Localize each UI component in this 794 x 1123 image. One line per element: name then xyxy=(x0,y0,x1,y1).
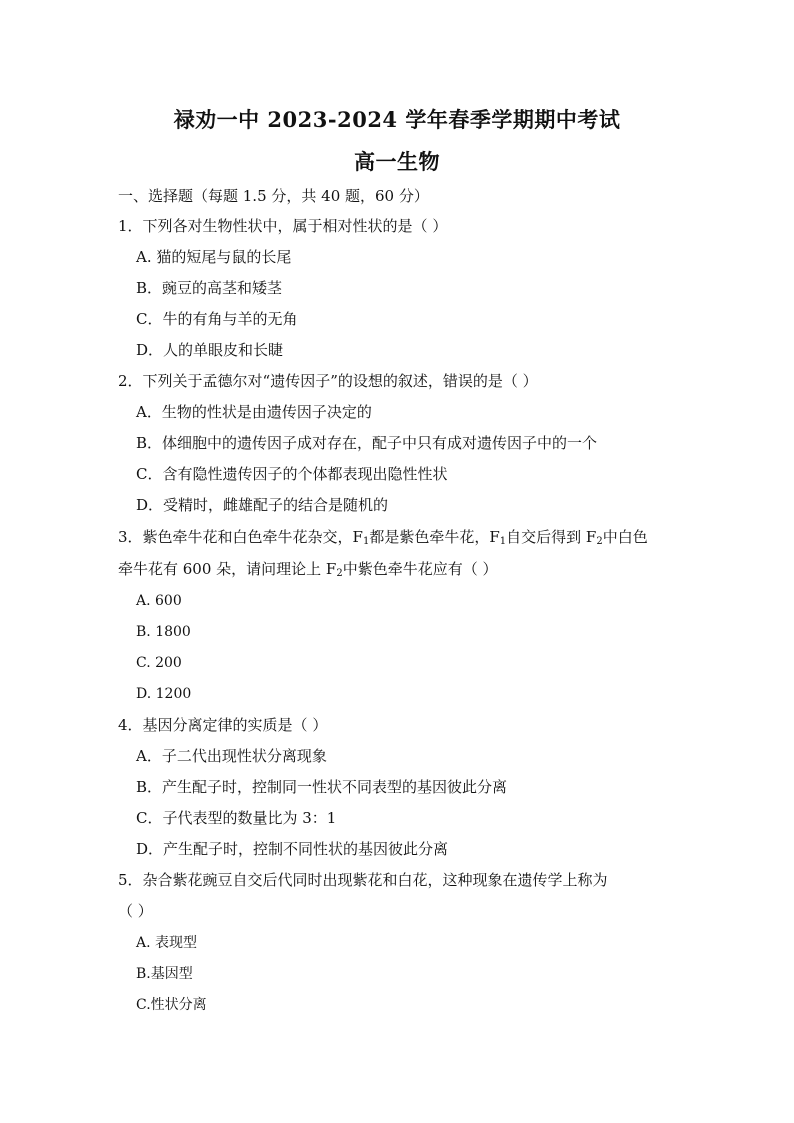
question-2-stem: 2．下列关于孟德尔对“遗传因子”的设想的叙述，错误的是（ ） xyxy=(118,372,538,390)
question-2-option-c: C．含有隐性遗传因子的个体都表现出隐性性状 xyxy=(136,465,448,483)
q3-text-2: 都是紫色牵牛花，F xyxy=(369,528,500,546)
question-1-stem: 1．下列各对生物性状中，属于相对性状的是（ ） xyxy=(118,217,448,235)
q3-line2-text-2: 中紫色牵牛花应有（ ） xyxy=(342,560,498,578)
question-3-option-c: C. 200 xyxy=(136,655,182,671)
q3-text-1: 3．紫色牵牛花和白色牵牛花杂交，F xyxy=(118,528,363,546)
question-3-option-a: A. 600 xyxy=(136,593,182,609)
question-3-option-b: B. 1800 xyxy=(136,624,191,640)
question-4-option-d: D．产生配子时，控制不同性状的基因彼此分离 xyxy=(136,840,449,858)
question-1-option-c: C．牛的有角与羊的无角 xyxy=(136,310,298,328)
exam-title: 禄劝一中 2023-2024 学年春季学期期中考试 xyxy=(173,107,621,132)
question-4-option-c: C．子代表型的数量比为 3：1 xyxy=(136,809,337,827)
question-3-stem-line2 xyxy=(118,559,498,579)
question-3-option-d: D. 1200 xyxy=(136,686,192,702)
question-5-option-b: B.基因型 xyxy=(136,966,193,982)
q3-sub-2: 1 xyxy=(499,536,507,547)
question-1-option-a: A. 猫的短尾与鼠的长尾 xyxy=(136,248,292,266)
q3-sub-1: 1 xyxy=(362,536,370,547)
q3-sub-3: 2 xyxy=(596,536,603,547)
question-2-option-d: D．受精时，雌雄配子的结合是随机的 xyxy=(136,496,389,514)
question-2-option-a: A．生物的性状是由遗传因子决定的 xyxy=(136,403,372,421)
q3-line2-text-1: 牵牛花有 600 朵，请问理论上 F xyxy=(118,560,337,578)
question-5-option-a: A. 表现型 xyxy=(136,935,198,951)
q3-text-4: 中白色 xyxy=(602,528,648,546)
question-5-option-c: C.性状分离 xyxy=(136,997,207,1013)
question-4-option-b: B．产生配子时，控制同一性状不同表型的基因彼此分离 xyxy=(136,778,508,796)
question-5-stem-line2: （ ） xyxy=(118,902,153,920)
question-1-option-b: B．豌豆的高茎和矮茎 xyxy=(136,279,283,297)
question-2-option-b: B．体细胞中的遗传因子成对存在，配子中只有成对遗传因子中的一个 xyxy=(136,434,598,452)
q3-line2-sub: 2 xyxy=(336,568,343,579)
q3-text-3: 自交后得到 F xyxy=(506,528,597,546)
exam-subject: 高一生物 xyxy=(354,149,440,174)
question-5-stem: 5．杂合紫花豌豆自交后代同时出现紫花和白花，这种现象在遗传学上称为 xyxy=(118,871,608,889)
question-4-option-a: A．子二代出现性状分离现象 xyxy=(136,747,327,765)
question-3-stem xyxy=(118,527,648,547)
question-1-option-d: D．人的单眼皮和长睫 xyxy=(136,341,284,359)
question-4-stem: 4．基因分离定律的实质是（ ） xyxy=(118,716,328,734)
section-heading: 一、选择题（每题 1.5 分，共 40 题，60 分） xyxy=(118,187,429,205)
